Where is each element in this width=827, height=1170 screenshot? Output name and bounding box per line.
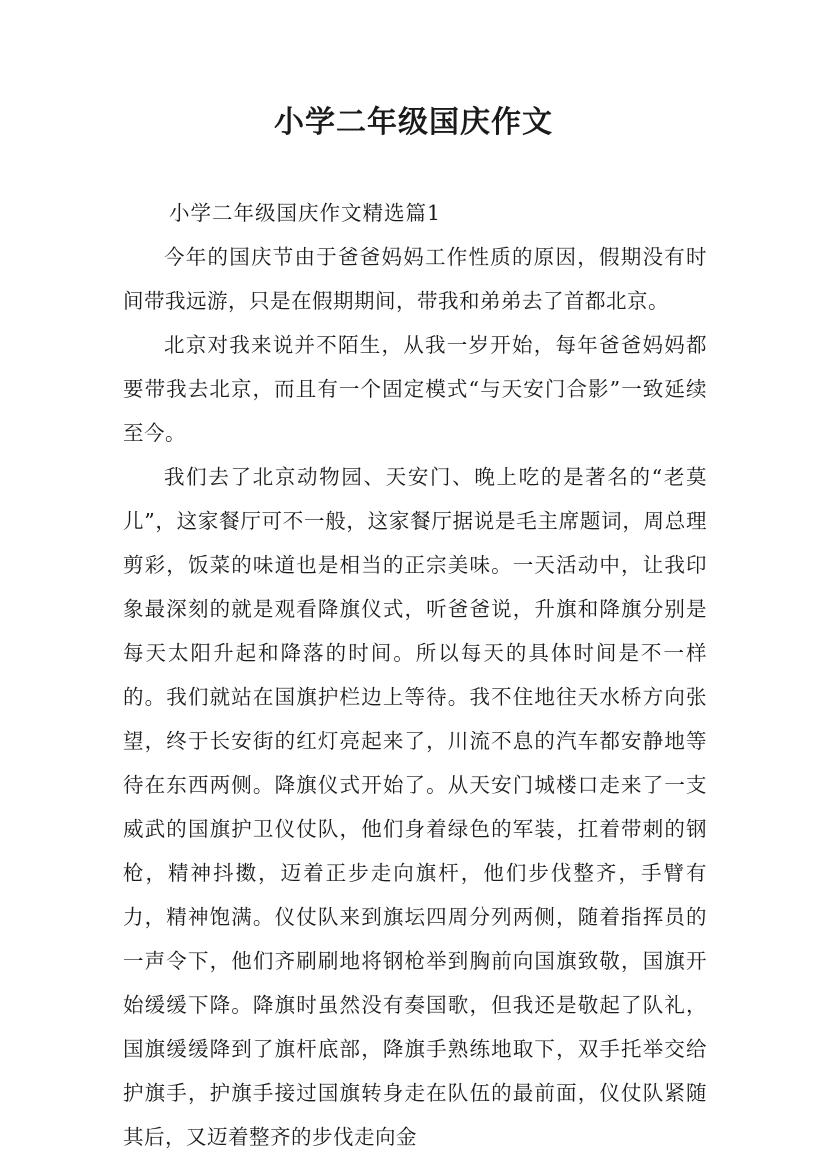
paragraph: 我们去了北京动物园、天安门、晚上吃的是著名的“老莫儿”，这家餐厅可不一般，这家餐厅据说是毛主席题词，周总理剪彩，饭菜的味道也是相当的正宗美味。一天活动中，让我印象最深刻的就是观看降旗仪式，听爸爸说，升旗和降旗分别是每天太阳升起和降落的时间。所以每天的具体时间是不一样的。我们就站在国旗护栏边上等待。我不住地往天水桥方向张望，终于长安街的红灯亮起来了，川流不息的汽车都安静地等待在东西两侧。降旗仪式开始了。从天安门城楼口走来了一支威武的国旗护卫仪仗队，他们身着绿色的军装，扛着带刺的钢枪，精神抖擞，迈着正步走向旗杆，他们步伐整齐，手臂有力，精神饱满。仪仗队来到旗坛四周分列两侧，随着指挥员的一声令下，他们齐刷刷地将钢枪举到胸前向国旗致敬，国旗开始缓缓下降。降旗时虽然没有奏国歌，但我还是敬起了队礼，国旗缓缓降到了旗杆底部，降旗手熟练地取下，双手托举交给护旗手，护旗手接过国旗转身走在队伍的最前面，仪仗队紧随其后，又迈着整齐的步伐走向金: [123, 465, 707, 1149]
paragraph: 今年的国庆节由于爸爸妈妈工作性质的原因，假期没有时间带我远游，只是在假期期间，带我和弟弟去了首都北京。: [123, 245, 707, 313]
paragraph: 北京对我来说并不陌生，从我一岁开始，每年爸爸妈妈都要带我去北京，而且有一个固定模式“与天安门合影”一致延续至今。: [123, 333, 707, 445]
document-title: 小学二年级国庆作文: [274, 105, 553, 140]
document-body: [123, 191, 707, 1159]
section-heading: 小学二年级国庆作文精选篇1: [169, 201, 442, 225]
